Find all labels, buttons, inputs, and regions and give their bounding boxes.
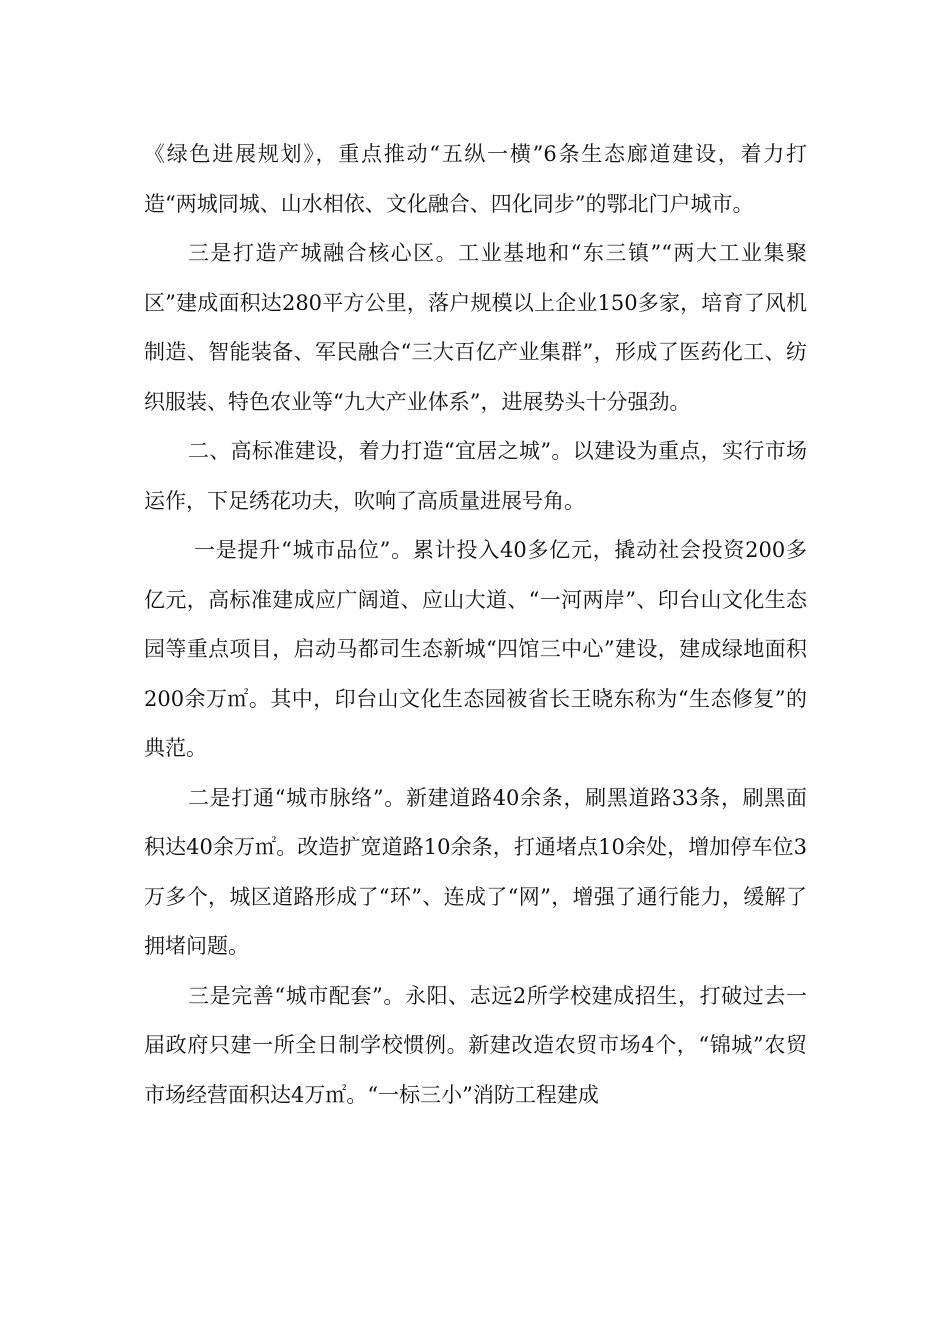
paragraph-industry-city-core: 三是打造产城融合核心区。工业基地和“东三镇”“两大工业集聚区”建成面积达280平方公里，落户规模以上企业150多家，培育了风机制造、智能装备、军民融合“三大百亿产业集群”，形成了医药化工、纺织服装、特色农业等“九大产业体系”，进展势头十分强劲。 bbox=[144, 241, 807, 414]
paragraph-city-roads: 二是打通“城市脉络”。新建道路40余条，刷黑道路33条，刷黑面积达40余万㎡。改造扩宽道路10余条，打通堵点10余处，增加停车位3万多个，城区道路形成了“环”、连成了“网”，增强了通行能力，缓解了拥堵问题。 bbox=[144, 785, 807, 958]
document-body bbox=[144, 130, 807, 1120]
paragraph-city-quality: 一是提升“城市品位”。累计投入40多亿元，撬动社会投资200多亿元，高标准建成应广阔道、应山大道、“一河两岸”、印台山文化生态园等重点项目，启动马都司生态新城“四馆三中心”建设，建成绿地面积200余万㎡。其中，印台山文化生态园被省长王晓东称为“生态修复”的典范。 bbox=[144, 538, 807, 760]
paragraph-green-plan-continuation: 《绿色进展规划》，重点推动“五纵一横”6条生态廊道建设，着力打造“两城同城、山水相依、文化融合、四化同步”的鄂北门户城市。 bbox=[144, 142, 807, 216]
paragraph-city-facilities: 三是完善“城市配套”。永阳、志远2所学校建成招生，打破过去一届政府只建一所全日制学校惯例。新建改造农贸市场4个，“锦城”农贸市场经营面积达4万㎡。“一标三小”消防工程建成 bbox=[144, 983, 807, 1107]
paragraph-section-two-heading: 二、高标准建设，着力打造“宜居之城”。以建设为重点，实行市场运作，下足绣花功夫，吹响了高质量进展号角。 bbox=[144, 439, 807, 513]
